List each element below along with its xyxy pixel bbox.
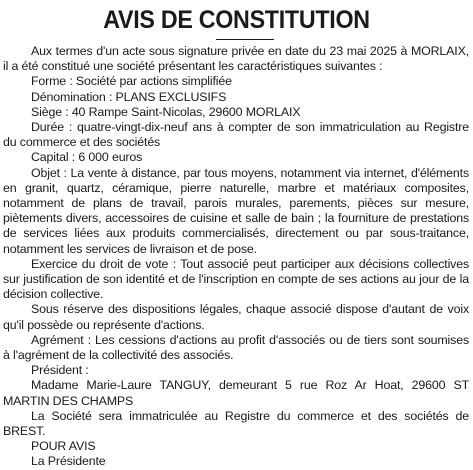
duree-paragraph: Durée : quatre-vingt-dix-neuf ans à compter de son immatriculation au Registre du commerce et des sociétés — [3, 120, 469, 150]
agrement-paragraph: Agrément : Les cessions d'actions au profit d'associés ou de tiers sont soumises à l'agrément de la collectivité des associés. — [3, 332, 469, 363]
forme-line: Forme : Société par actions simplifiée — [31, 74, 232, 89]
president-paragraph: Madame Marie-Laure TANGUY, demeurant 5 rue Roz Ar Hoat, 29600 ST MARTIN DES CHAMPS — [3, 378, 469, 408]
president-label: Président : — [31, 363, 89, 378]
pour-avis-line: POUR AVIS — [31, 439, 96, 454]
immatriculation-line: La Société sera immatriculée au Registre du commerce et des sociétés de BREST. — [3, 408, 469, 439]
intro-paragraph: Aux termes d'un acte sous signature privée en date du 23 mai 2025 à MORLAIX, il a été constitué une société présentant les caractéristiques suivantes : — [3, 44, 469, 74]
notice-body — [3, 44, 469, 470]
vote-paragraph: Exercice du droit de vote : Tout associé peut participer aux décisions collectives sur justification de son identité et de l'inscription en compte de ses actions au jour de la décision collective. — [3, 256, 469, 302]
objet-paragraph: Objet : La vente à distance, par tous moyens, notamment via internet, d'éléments en granit, quartz, céramique, pierre naturelle, marbre et matériaux composites, notamment de plans de travail, parois murales, parements, pièces sur mesure, piètements divers, accessoires de cuisine et salle de bain ; la fourniture de prestations de services liées aux produits commercialisés, directement ou par sous-traitance, notamment les services de livraison et de pose. — [3, 165, 469, 256]
signature-line: La Présidente — [31, 454, 106, 469]
capital-line: Capital : 6 000 euros — [31, 150, 143, 165]
denomination-line: Dénomination : PLANS EXCLUSIFS — [31, 89, 227, 104]
title-underline — [216, 39, 274, 40]
reserve-paragraph: Sous réserve des dispositions légales, chaque associé dispose d'autant de voix qu'il possède ou représente d'actions. — [3, 302, 469, 332]
siege-line: Siège : 40 Rampe Saint-Nicolas, 29600 MORLAIX — [31, 104, 301, 119]
notice-title: AVIS DE CONSTITUTION — [103, 6, 370, 34]
